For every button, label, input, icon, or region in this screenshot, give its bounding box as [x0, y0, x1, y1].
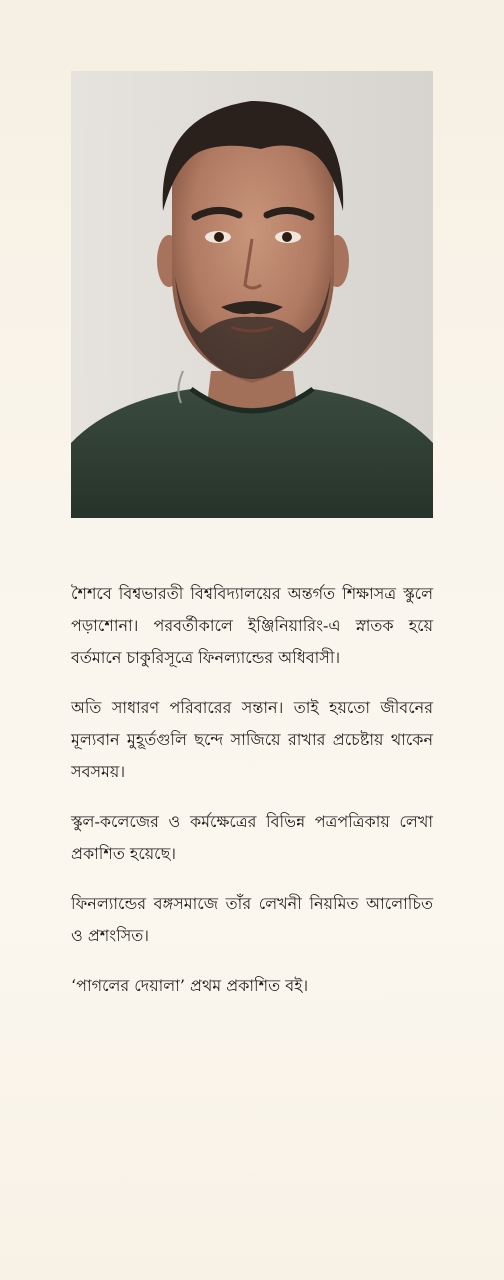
author-portrait-image — [71, 71, 433, 518]
author-photo — [71, 71, 433, 518]
bio-paragraph-3: স্কুল-কলেজের ও কর্মক্ষেত্রের বিভিন্ন পত্রপত্রিকায় লেখা প্রকাশিত হয়েছে। — [71, 812, 433, 863]
author-bio — [71, 578, 433, 1020]
bio-paragraph-1: শৈশবে বিশ্বভারতী বিশ্ববিদ্যালয়ের অন্তর্গত শিক্ষাসত্র স্কুলে পড়াশোনা। পরবর্তীকালে ইঞ্জিনিয়ারিং-এ স্নাতক হয়ে বর্তমানে চাকুরিসূত্রে ফিনল্যান্ডের অধিবাসী। — [71, 584, 433, 667]
bio-paragraph-5: ‘পাগলের দেয়ালা’ প্রথম প্রকাশিত বই। — [71, 976, 309, 995]
bio-paragraph-4: ফিনল্যান্ডের বঙ্গসমাজে তাঁর লেখনী নিয়মিত আলোচিত ও প্রশংসিত। — [71, 894, 433, 945]
bio-paragraph-2: অতি সাধারণ পরিবারের সন্তান। তাই হয়তো জীবনের মূল্যবান মুহূর্তগুলি ছন্দে সাজিয়ে রাখার প্রচেষ্টায় থাকেন সবসময়। — [71, 698, 433, 781]
